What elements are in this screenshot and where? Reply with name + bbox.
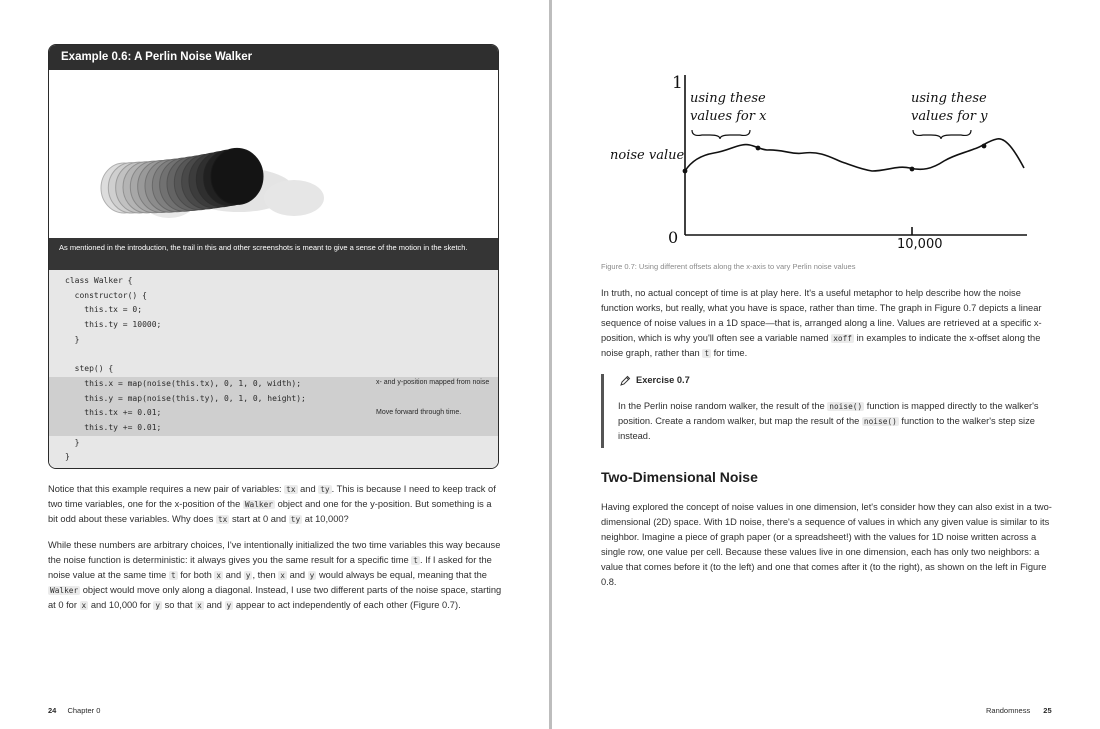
code-line: this.tx = 0; (65, 305, 143, 315)
code-line: class Walker { (65, 276, 133, 285)
x-tick-label: 10,000 (897, 237, 943, 252)
sample-point-x (683, 169, 688, 174)
brace-y (913, 130, 971, 139)
right-page (552, 0, 1100, 729)
exercise-sidebar (601, 374, 604, 448)
trail-circle (211, 148, 263, 204)
example-box (48, 44, 499, 469)
code-line: } (65, 437, 80, 447)
figure-caption: Figure 0.7: Using different offsets along the x-axis to vary Perlin noise values (601, 262, 856, 271)
noise-curve (685, 139, 1024, 171)
exercise-title: Exercise 0.7 (636, 375, 690, 385)
exercise-text: In the Perlin noise random walker, the result of the noise() function is mapped directly to the walker's position. Create a random walker, but map the result of the noise() function to the walker's step size instead. (618, 401, 1039, 442)
paragraph: Having explored the concept of noise values in one dimension, let's consider how they can also exist in a two-dimensional (2D) space. With 1D noise, there's a sequence of values in which any given value is similar to its neighbor. Imagine a piece of graph paper (or a spreadsheet!) with the values for 1D noise written across a single row, one value per cell. Because these values live in one dimension, each has only two neighbors: a value that comes before it (to the left) and one that comes after it (to the right), as shown on the left in Figure 0.8. (601, 502, 1052, 588)
code-line: constructor() { (65, 290, 147, 300)
sample-point (756, 146, 761, 151)
section-heading: Two-Dimensional Noise (601, 469, 758, 485)
chapter-label: Chapter 0 (67, 706, 101, 715)
paragraph: While these numbers are arbitrary choices, I've intentionally initialized the two time variables this way because the noise function is deterministic: it always gives you the same result for a specific time t . If I asked for the noise value at the same time t for both x and y , then x and y would always be equal, meaning that the Walker object would move only along a diagonal. Instead, I use two different parts of the noise space, starting at 0 for x and 10,000 for y so that x and y appear to act independently of each other (Figure 0.7). (48, 540, 502, 611)
brace-x (692, 130, 750, 139)
section-label: Randomness (986, 706, 1031, 715)
annotation-x-line1: using these (690, 91, 766, 106)
annotation-y-line2: values for y (911, 109, 988, 124)
code-block (49, 270, 498, 468)
code-line (49, 348, 498, 363)
code-line: step() { (65, 364, 114, 374)
y-max-label: 1 (672, 73, 683, 93)
code-annotation: x- and y-position mapped from noise (376, 379, 490, 386)
paragraph: In truth, no actual concept of time is at play here. It's a useful metaphor to help describe how the noise function works, but really, what you have is space, rather than time. The graph in Figure 0.7 depicts a linear sequence of noise values in a 1D space—that is, arranged along a line. Values are retrieved at a specific x-position, which is why you'll often see a variable named xoff in examples to indicate the x-offset along the noise graph, rather than t for time. (601, 288, 1042, 359)
code-line: } (65, 452, 70, 462)
y-min-label: 0 (668, 228, 679, 247)
y-axis-label: noise value (610, 148, 685, 163)
annotation-y-line1: using these (911, 91, 987, 106)
code-line: } (65, 334, 80, 344)
annotation-x-line2: values for x (690, 109, 767, 124)
code-annotation: Move forward through time. (376, 409, 462, 416)
page-footer (48, 706, 100, 715)
paragraph: Notice that this example requires a new pair of variables: tx and ty . This is because I need to keep track of two time variables, one for the x-position of the Walker object and one for the y-position. But something is a bit odd about these variables. Why does tx start at 0 and ty at 10,000? (48, 484, 496, 525)
noise-graph-figure (592, 65, 1042, 260)
code-line-highlighted: this.tx += 0.01; (49, 406, 498, 421)
code-line-highlighted: this.x = map(noise(this.tx), 0, 1, 0, width); (49, 377, 498, 392)
code-line: this.ty = 10000; (65, 320, 162, 330)
code-line-highlighted: this.y = map(noise(this.ty), 0, 1, 0, height); (49, 392, 498, 407)
example-caption: As mentioned in the introduction, the trail in this and other screenshots is meant to give a sense of the motion in the sketch. (49, 238, 498, 270)
walker-trail-image (49, 70, 498, 238)
sample-point-y (910, 167, 915, 172)
pencil-icon (619, 375, 631, 387)
page-number: 24 (48, 706, 57, 715)
example-title: Example 0.6: A Perlin Noise Walker (49, 45, 498, 70)
page-footer (986, 706, 1052, 715)
sample-point (982, 144, 987, 149)
left-page (0, 0, 549, 729)
code-line-highlighted: this.ty += 0.01; (49, 421, 498, 436)
walker-trail (101, 148, 263, 213)
page-number: 25 (1043, 706, 1052, 715)
